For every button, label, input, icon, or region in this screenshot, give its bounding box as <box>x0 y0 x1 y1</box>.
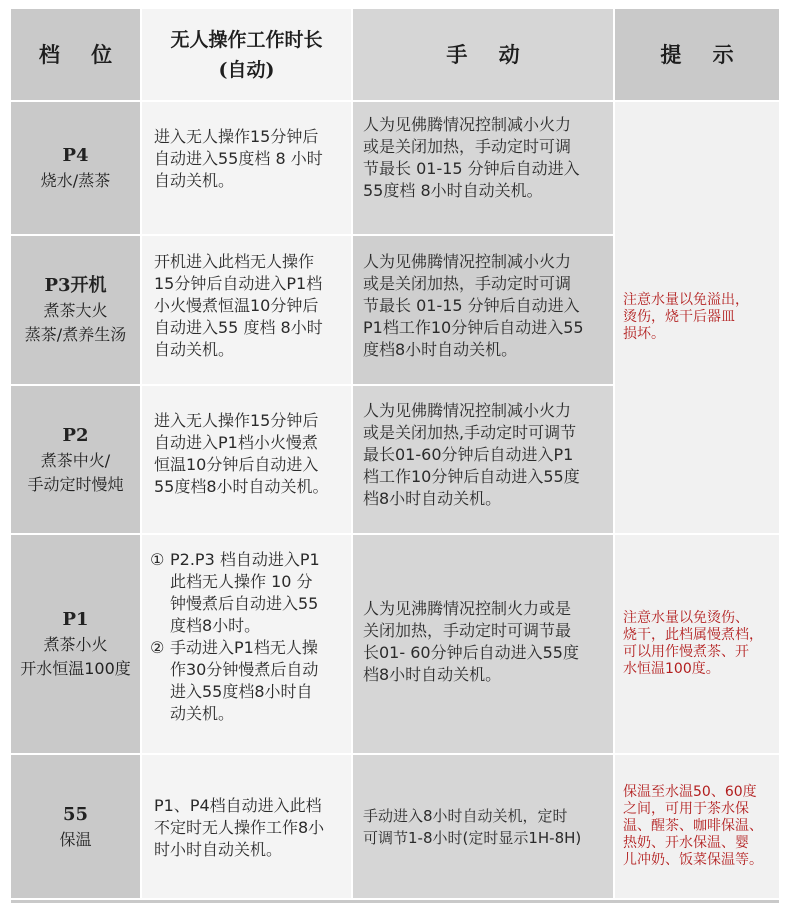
row-p2-name: 手动定时慢炖 <box>27 474 124 494</box>
row-p1-auto-line: 动关机。 <box>170 704 235 723</box>
row-p4-auto-line: 自动进入55度档 8 小时 <box>154 149 323 168</box>
row-p2-auto-line: 恒温10分钟后自动进入 <box>154 455 319 474</box>
row-p1-name: 开水恒温100度 <box>20 659 131 678</box>
row-55-auto-line: P1、P4档自动进入此档 <box>154 796 322 815</box>
row-p1-name: 煮茶小火 <box>43 635 108 654</box>
row-p1-auto <box>142 535 351 753</box>
tip-line: 之间，可用于茶水保 <box>623 801 749 817</box>
row-p4-manual-line: 或是关闭加热，手动定时可调 <box>363 137 572 156</box>
row-55-manual <box>353 755 613 898</box>
row-p4-manual <box>353 102 613 234</box>
circled-one-marker: ① <box>150 550 165 569</box>
row-p1-auto-line: 度档8小时。 <box>170 616 261 635</box>
row-p2-auto-line: 自动进入P1档小火慢煮 <box>154 433 318 452</box>
row-p2-manual-line: 人为见佛腾情况控制减小火力 <box>363 401 572 420</box>
row-55-auto-line: 时小时自动关机。 <box>154 840 283 859</box>
tip-line: 烫伤，烧干后器皿 <box>623 309 735 325</box>
row-p2-auto <box>142 386 351 533</box>
table-bottom-strip <box>11 900 779 903</box>
row-p2-level <box>11 386 140 533</box>
tip-line: 保温至水温50、60度 <box>623 784 757 800</box>
row-p1-auto-line: 进入55度档8小时自 <box>170 682 313 701</box>
header-auto-line1: 无人操作工作时长 <box>170 28 323 51</box>
row-p1-code: P1 <box>62 609 89 630</box>
product-settings-table <box>11 9 779 903</box>
row-p3-manual-line: 度档8小时自动关机。 <box>363 340 518 359</box>
row-p4-name: 烧水/蒸茶 <box>40 171 111 190</box>
header-level: 档 位 <box>11 9 140 100</box>
row-p2-auto-line: 55度档8小时自动关机。 <box>154 477 329 496</box>
row-p1-manual-line: 关闭加热，手动定时可调节最 <box>363 621 572 640</box>
row-p3-manual-line: 节最长 01-15 分钟后自动进入 <box>363 296 580 315</box>
row-p3-auto-line: 开机进入此档无人操作 <box>154 252 315 271</box>
row-p2-manual-line: 最长01-60分钟后自动进入P1 <box>363 445 574 464</box>
row-p4-auto-line: 自动关机。 <box>154 171 235 190</box>
row-55-level <box>11 755 140 898</box>
row-p3-name: 蒸茶/煮养生汤 <box>24 325 127 344</box>
row-p4-auto-line: 进入无人操作15分钟后 <box>154 127 319 146</box>
row-55-auto-line: 不定时无人操作工作8小 <box>154 818 325 837</box>
row-p1-auto-line: 作30分钟慢煮后自动 <box>170 660 319 679</box>
row-p4-manual-line: 节最长 01-15 分钟后自动进入 <box>363 159 580 178</box>
row-55-manual-line: 可调节1-8小时(定时显示1H-8H) <box>363 829 582 847</box>
row-p4-level <box>11 102 140 234</box>
row-55-auto <box>142 755 351 898</box>
row-55-name: 保温 <box>59 829 92 849</box>
row-p3-auto <box>142 236 351 384</box>
row-p1-auto-line: 手动进入P1档无人操 <box>170 638 318 657</box>
row-p2-manual <box>353 386 613 533</box>
row-p1-auto-item-1 <box>150 549 345 637</box>
row-p3-manual-line: 或是关闭加热，手动定时可调 <box>363 274 572 293</box>
tip-overflow-warning <box>615 102 779 533</box>
circled-two-marker: ② <box>150 638 165 657</box>
row-p1-manual-line: 人为见沸腾情况控制火力或是 <box>363 599 572 618</box>
row-p2-auto-line: 进入无人操作15分钟后 <box>154 411 319 430</box>
row-p4-auto <box>142 102 351 234</box>
tip-line: 烧干，此档属慢煮档， <box>623 627 763 643</box>
tip-line: 注意水量以免溢出， <box>623 292 749 308</box>
row-p3-code: P3开机 <box>44 275 107 296</box>
row-p1-auto-item-text <box>170 637 345 725</box>
row-55-manual-line: 手动进入8小时自动关机，定时 <box>363 807 568 825</box>
header-auto-line2: (自动) <box>218 58 275 81</box>
row-p1-auto-line: P2.P3 档自动进入P1 <box>170 550 320 569</box>
row-p1-manual-line: 档8小时自动关机。 <box>363 665 502 684</box>
tip-line: 可以用作慢煮茶、开 <box>623 644 749 660</box>
row-p1-auto-line: 钟慢煮后自动进入55 <box>170 594 319 613</box>
row-p4-manual-line: 人为见佛腾情况控制减小火力 <box>363 115 572 134</box>
row-p3-manual-line: P1档工作10分钟后自动进入55 <box>363 318 584 337</box>
tip-line: 水恒温100度。 <box>623 661 720 677</box>
row-55-code: 55 <box>62 803 89 825</box>
tip-line: 损坏。 <box>623 326 665 342</box>
row-p3-auto-line: 小火慢煮恒温10分钟后 <box>154 296 319 315</box>
row-p3-manual-line: 人为见佛腾情况控制减小火力 <box>363 252 572 271</box>
tip-slow-cook <box>615 535 779 753</box>
row-p3-auto-line: 自动进入55 度档 8小时 <box>154 318 323 337</box>
row-p3-level <box>11 236 140 384</box>
row-p1-level <box>11 535 140 753</box>
row-p2-manual-line: 档工作10分钟后自动进入55度 <box>363 467 580 486</box>
tip-line: 温、醒茶、咖啡保温、 <box>623 818 763 834</box>
row-p1-manual-line: 长01- 60分钟后自动进入55度 <box>363 643 579 662</box>
row-p3-auto-line: 15分钟后自动进入P1档 <box>154 274 323 293</box>
row-p1-manual <box>353 535 613 753</box>
tip-line: 儿冲奶、饭菜保温等。 <box>623 852 763 868</box>
row-p2-manual-line: 或是关闭加热,手动定时可调节 <box>363 423 577 442</box>
row-p1-auto-item-text <box>170 549 345 637</box>
row-p2-code: P2 <box>62 424 89 446</box>
row-p4-manual-line: 55度档 8小时自动关机。 <box>363 181 543 200</box>
row-p1-auto-item-2 <box>150 637 345 725</box>
header-manual: 手 动 <box>353 9 613 100</box>
row-p3-manual <box>353 236 613 384</box>
row-p1-auto-line: 此档无人操作 10 分 <box>170 572 313 591</box>
header-tips: 提 示 <box>615 9 779 100</box>
tip-keep-warm <box>615 755 779 898</box>
header-auto-duration <box>142 9 351 100</box>
tip-line: 热奶、开水保温、婴 <box>623 835 749 851</box>
tip-line: 注意水量以免烫伤、 <box>623 610 749 626</box>
row-p3-auto-line: 自动关机。 <box>154 340 235 359</box>
row-p2-manual-line: 档8小时自动关机。 <box>363 489 502 508</box>
row-p4-code: P4 <box>62 145 89 166</box>
row-p3-name: 煮茶大火 <box>43 301 108 320</box>
row-p2-name: 煮茶中火/ <box>40 450 111 470</box>
